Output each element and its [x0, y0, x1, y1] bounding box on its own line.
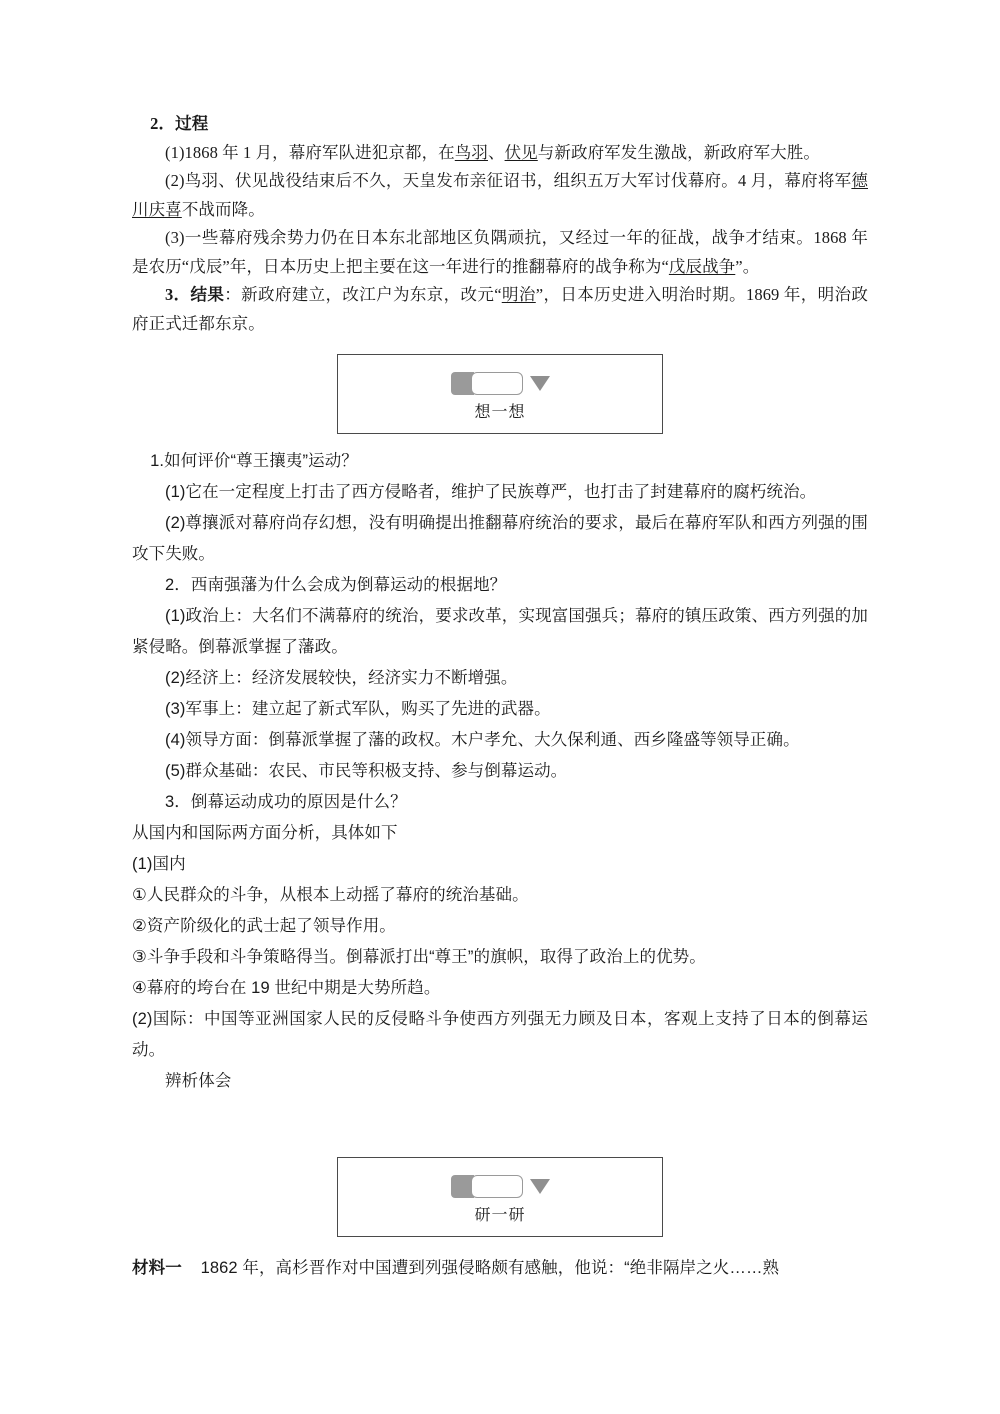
qa-line: 从国内和国际两方面分析，具体如下: [132, 824, 398, 842]
process-item-2: [132, 167, 868, 224]
section-result: [132, 281, 868, 338]
process-heading: 2．过程: [150, 114, 209, 133]
process-item-1: [132, 139, 868, 168]
material-line: [132, 1253, 868, 1284]
qa-line: (1)国内: [132, 855, 186, 873]
triangle-down-icon: [530, 376, 550, 391]
qa-line: ②资产阶级化的武士起了领导作用。: [132, 917, 396, 935]
spacer-below-callout-2: [132, 1237, 868, 1253]
qa-line: (2)经济上：经济发展较快，经济实力不断增强。: [165, 669, 518, 687]
result-term-1: 明治: [501, 285, 536, 304]
result-prefix: ：新政府建立，改江户为东京，改元“: [224, 285, 502, 304]
spacer-above-callout-2: [132, 1097, 868, 1157]
process-item-1-prefix: (1)1868 年 1 月，幕府军队进犯京都，在: [165, 142, 455, 162]
qa-line: 1.如何评价“尊王攘夷”运动？: [150, 452, 358, 470]
material-text: 1862 年，高杉晋作对中国遭到列强侵略颇有感触，他说：“绝非隔岸之火……熟: [200, 1259, 780, 1277]
qa-line: (1)它在一定程度上打击了西方侵略者，维护了民族尊严，也打击了封建幕府的腐朽统治。: [165, 483, 817, 501]
qa-line: (4)领导方面：倒幕派掌握了藩的政权。木户孝允、大久保利通、西乡隆盛等领导正确。: [165, 731, 800, 749]
material-label: 材料一: [132, 1259, 182, 1277]
process-item-3-suffix: ”。: [735, 256, 760, 276]
qa-line: ④幕府的垮台在 19 世纪中期是大势所趋。: [132, 979, 441, 997]
qa-line-discussion: 辨析体会: [165, 1072, 232, 1090]
process-item-3: [132, 224, 868, 281]
rounded-pill-icon: [471, 1175, 523, 1198]
process-item-2-prefix: (2)鸟羽、伏见战役结束后不久，天皇发布亲征诏书，组织五万大军讨伐幕府。4 月，幕府将军: [165, 171, 852, 190]
qa-line: (5)群众基础：农民、市民等积极支持、参与倒幕运动。: [165, 762, 568, 780]
process-item-2-suffix: 不战而降。: [181, 199, 265, 219]
material-section: [132, 1253, 868, 1284]
triangle-down-icon: [530, 1179, 550, 1194]
qa-line: ①人民群众的斗争，从根本上动摇了幕府的统治基础。: [132, 886, 529, 904]
rounded-pill-icon: [471, 372, 523, 395]
qa-line: ③斗争手段和斗争策略得当。倒幕派打出“尊王”的旗帜，取得了政治上的优势。: [132, 948, 706, 966]
result-heading: 3．结果: [165, 285, 225, 304]
callout-label-think: 想一想: [474, 404, 526, 421]
qa-line: (1)政治上：大名们不满幕府的统治，要求改革，实现富国强兵；幕府的镇压政策、西方列强的加紧侵略。倒幕派掌握了藩政。: [132, 607, 868, 656]
spacer-above-callout-1: [132, 338, 868, 354]
callout-box-think: [337, 354, 663, 434]
callout-icon-group-2: [338, 1172, 662, 1200]
process-item-1-suffix: 与新政府军发生激战，新政府军大胜。: [537, 142, 820, 162]
qa-line: (3)军事上：建立起了新式军队，购买了先进的武器。: [165, 700, 551, 718]
spacer-below-callout-1: [132, 434, 868, 446]
process-item-1-mid: 、: [487, 142, 505, 162]
process-item-2-term-1: 德川庆喜: [132, 171, 868, 219]
qa-line: (2)国际：中国等亚洲国家人民的反侵略斗争使西方列强无力顾及日本，客观上支持了日本的倒幕运动。: [132, 1010, 868, 1059]
process-item-3-prefix: (3)一些幕府残余势力仍在日本东北部地区负隅顽抗，又经过一年的征战，战争才结束。1868 年是农历“戊辰”年，日本历史上把主要在这一年进行的推翻幕府的战争称为“: [132, 228, 868, 276]
callout-label-study: 研一研: [474, 1207, 526, 1224]
process-item-3-term-1: 戊辰战争: [668, 256, 736, 276]
result-suffix: ”，日本历史进入明治时期。1869 年，明治政府正式迁都东京。: [132, 285, 869, 333]
qa-block: [132, 446, 868, 1097]
process-item-1-term-1: 鸟羽: [454, 142, 488, 162]
callout-box-study: [337, 1157, 663, 1237]
qa-line: 3．倒幕运动成功的原因是什么？: [165, 793, 407, 811]
callout-icon-group-1: [338, 369, 662, 397]
process-item-1-term-2: 伏见: [504, 142, 538, 162]
qa-line: (2)尊攘派对幕府尚存幻想，没有明确提出推翻幕府统治的要求，最后在幕府军队和西方列强的围攻下失败。: [132, 514, 868, 563]
section-process: [132, 110, 868, 338]
qa-line: 2．西南强藩为什么会成为倒幕运动的根据地？: [165, 576, 507, 594]
